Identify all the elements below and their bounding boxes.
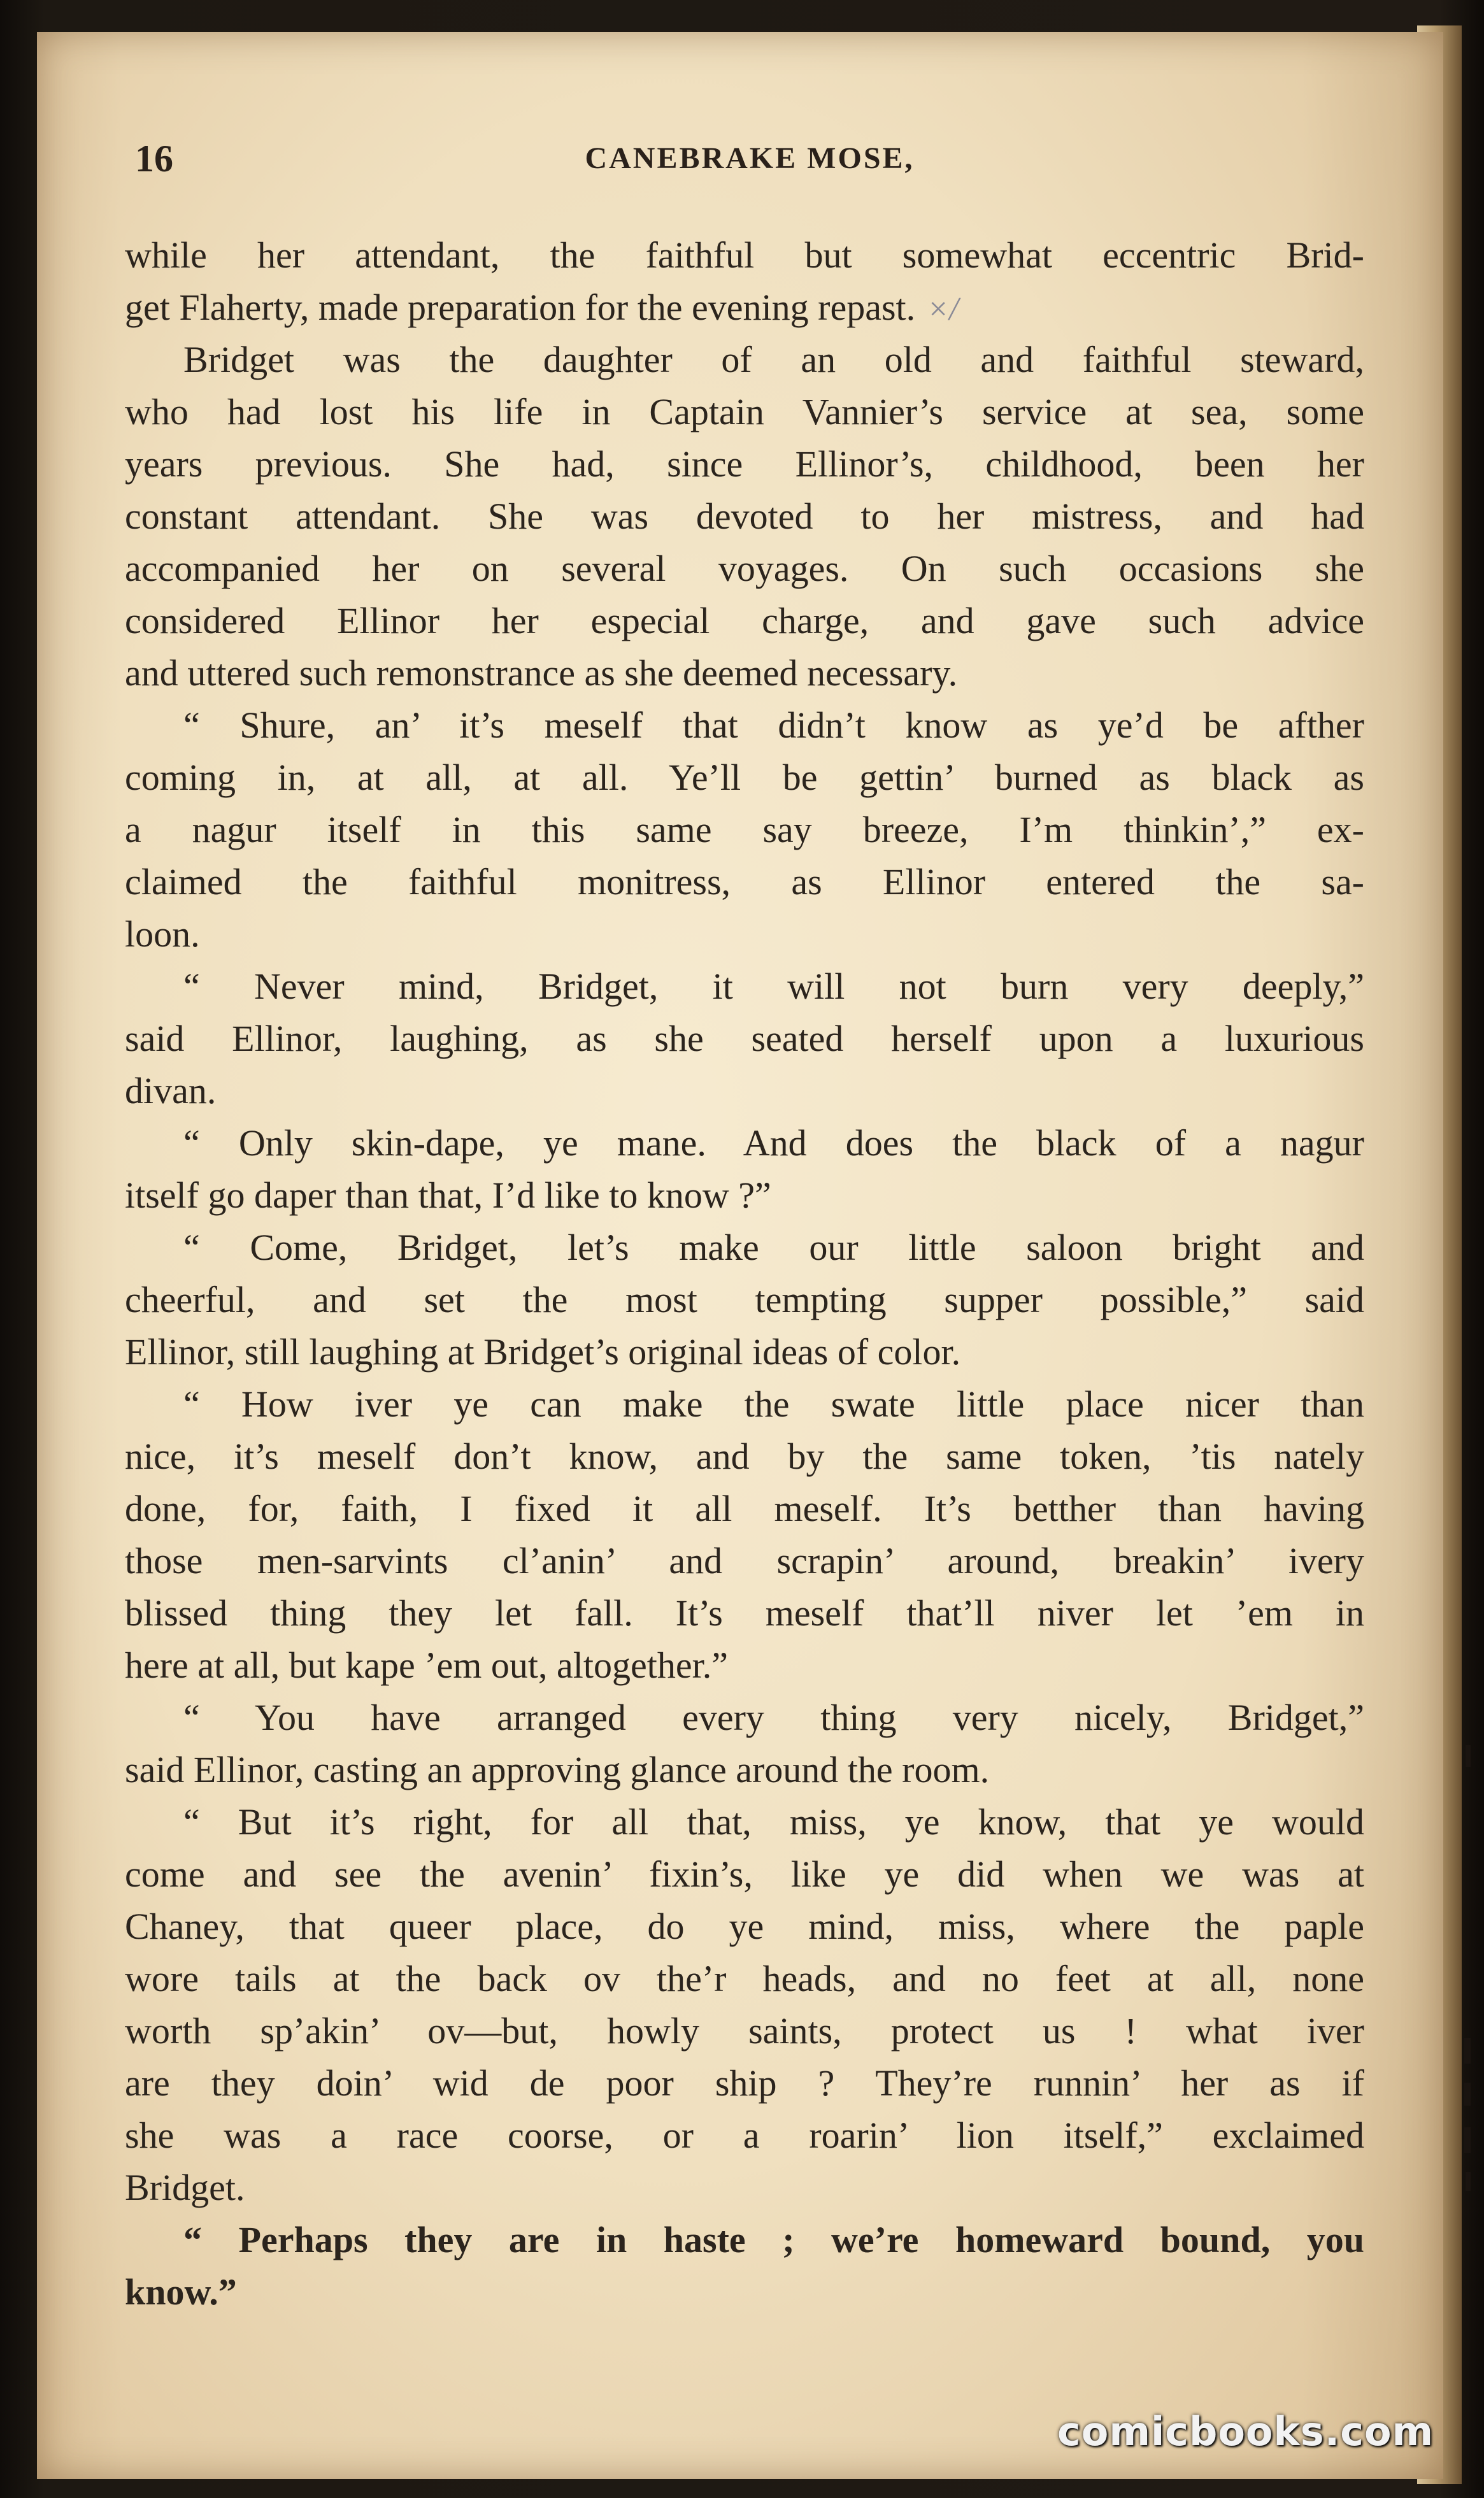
- facing-page-fragment: [1462, 1745, 1481, 2191]
- text-line: who had lost his life in Captain Vannier’s service at sea, some: [125, 391, 1364, 432]
- text-line: cheerful, and set the most tempting supper possible,” said: [125, 1279, 1364, 1320]
- text-line: loon.: [125, 913, 200, 955]
- text-line: nice, it’s meself don’t know, and by the same token, ’tis nately: [125, 1436, 1364, 1477]
- text-line: while her attendant, the faithful but somewhat eccentric Brid-: [125, 234, 1364, 276]
- text-line: “ Never mind, Bridget, it will not burn very deeply,”: [183, 966, 1364, 1007]
- text-line: “ But it’s right, for all that, miss, ye know, that ye would: [183, 1801, 1364, 1843]
- text-line: here at all, but kape ’em out, altogether.”: [125, 1645, 728, 1686]
- body-text: [125, 229, 1364, 2318]
- text-line: those men-sarvints cl’anin’ and scrapin’ around, breakin’ ivery: [125, 1540, 1364, 1581]
- text-line: Bridget.: [125, 2167, 245, 2208]
- text-line: divan.: [125, 1070, 217, 1111]
- text-line: coming in, at all, at all. Ye’ll be gettin’ burned as black as: [125, 757, 1364, 798]
- text-line: blissed thing they let fall. It’s meself that’ll niver let ’em in: [125, 1592, 1364, 1634]
- pencil-annotation: ×/: [927, 291, 959, 327]
- text-line: get Flaherty, made preparation for the evening repast. ×/: [125, 287, 959, 328]
- text-line: claimed the faithful monitress, as Ellinor entered the sa-: [125, 861, 1364, 903]
- text-line: considered Ellinor her especial charge, and gave such advice: [125, 600, 1364, 641]
- text-line: come and see the avenin’ fixin’s, like ye did when we was at: [125, 1853, 1364, 1895]
- text-line: a nagur itself in this same say breeze, I’m thinkin’,” ex-: [125, 809, 1364, 850]
- text-line: constant attendant. She was devoted to her mistress, and had: [125, 496, 1364, 537]
- text-line: accompanied her on several voyages. On such occasions she: [125, 548, 1364, 589]
- facing-page-marks-icon: [1462, 1745, 1481, 2191]
- text-line: she was a race coorse, or a roarin’ lion itself,” exclaimed: [125, 2115, 1364, 2156]
- text-line: “ How iver ye can make the swate little place nicer than: [183, 1383, 1364, 1425]
- text-line: and uttered such remonstrance as she deemed necessary.: [125, 652, 958, 694]
- text-line: done, for, faith, I fixed it all meself. It’s betther than having: [125, 1488, 1364, 1529]
- text-line: Ellinor, still laughing at Bridget’s original ideas of color.: [125, 1331, 961, 1373]
- text-line: said Ellinor, casting an approving glance around the room.: [125, 1749, 990, 1790]
- text-line: know.”: [125, 2271, 237, 2313]
- text-line: “ Come, Bridget, let’s make our little saloon bright and: [183, 1227, 1364, 1268]
- page-header: [135, 136, 1364, 181]
- text-line: are they doin’ wid de poor ship ? They’re runnin’ her as if: [125, 2062, 1364, 2104]
- text-line: Bridget was the daughter of an old and faithful steward,: [183, 339, 1364, 380]
- text-line: “ Perhaps they are in haste ; we’re homeward bound, you: [183, 2219, 1364, 2260]
- text-line: Chaney, that queer place, do ye mind, miss, where the paple: [125, 1906, 1364, 1947]
- watermark: comicbooks.com: [1057, 2408, 1434, 2455]
- text-line: worth sp’akin’ ov—but, howly saints, protect us ! what iver: [125, 2010, 1364, 2052]
- text-line: itself go daper than that, I’d like to know ?”: [125, 1174, 771, 1216]
- text-line: years previous. She had, since Ellinor’s, childhood, been her: [125, 443, 1364, 485]
- text-line: “ Shure, an’ it’s meself that didn’t know as ye’d be afther: [183, 704, 1364, 746]
- running-title: CANEBRAKE MOSE,: [585, 141, 915, 175]
- text-line: said Ellinor, laughing, as she seated herself upon a luxurious: [125, 1018, 1364, 1059]
- text-line: “ Only skin-dape, ye mane. And does the black of a nagur: [183, 1122, 1364, 1164]
- text-line: wore tails at the back ov the’r heads, and no feet at all, none: [125, 1958, 1364, 1999]
- text-line: “ You have arranged every thing very nicely, Bridget,”: [183, 1697, 1364, 1738]
- page-number: 16: [135, 138, 173, 180]
